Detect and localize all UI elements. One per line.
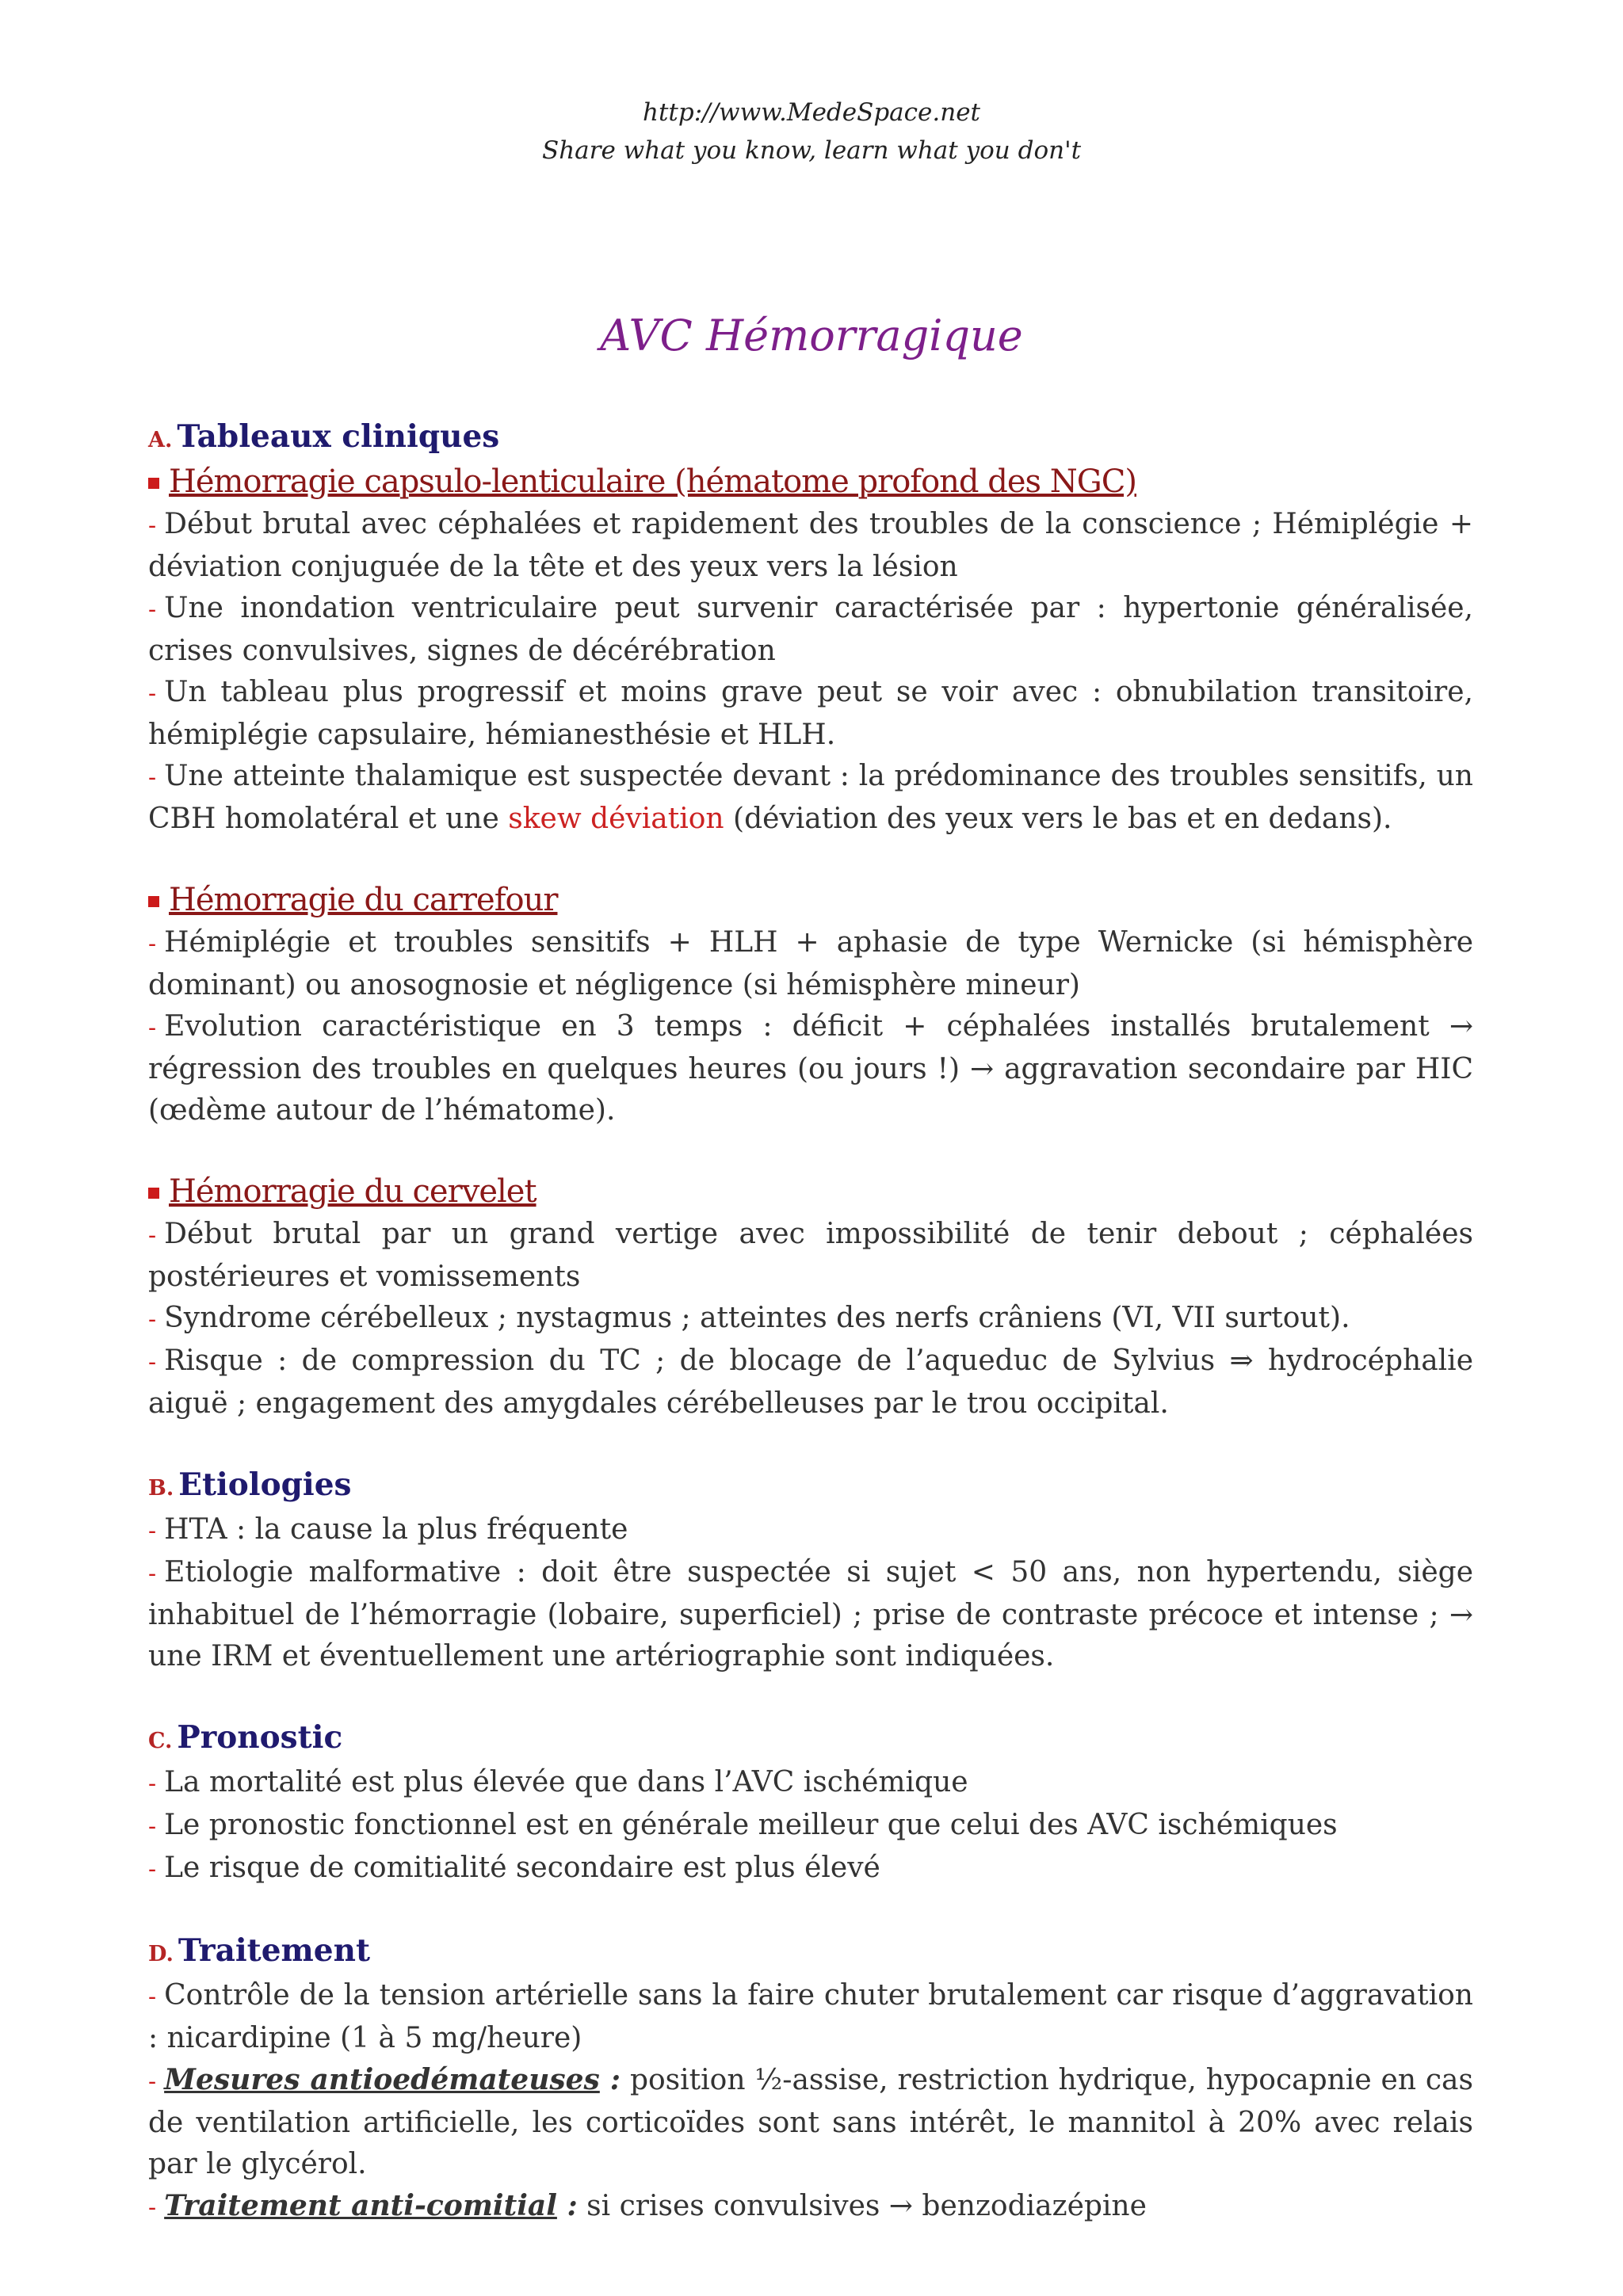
dash-bullet-icon: - [148, 512, 157, 540]
subsection-title: Hémorragie du cervelet [169, 1173, 537, 1210]
section-c-title: Pronostic [177, 1719, 343, 1756]
dash-bullet-icon: - [148, 764, 157, 791]
list-item: - Le risque de comitialité secondaire est plus élevé [148, 1852, 880, 1884]
list-item: - Début brutal avec céphalées et rapidement des troubles de la conscience ; Hémiplégie + déviation conjuguée de la tête et des yeux vers la lésion [148, 508, 1473, 583]
list-item: - Le pronostic fonctionnel est en générale meilleur que celui des AVC ischémiques [148, 1809, 1338, 1841]
subsection-capsulo-lenticulaire [148, 461, 1473, 840]
dash-bullet-icon: - [148, 2068, 157, 2096]
dash-bullet-icon: - [148, 596, 157, 624]
emphasis-label: Mesures antioedémateuses [164, 2063, 600, 2096]
square-bullet-icon [148, 478, 159, 489]
dash-bullet-icon: - [148, 1517, 157, 1545]
section-b-title: Etiologies [178, 1466, 352, 1503]
header-url: http://www.MedeSpace.net [642, 98, 980, 127]
dash-bullet-icon: - [148, 1222, 157, 1249]
dash-bullet-icon: - [148, 1348, 157, 1376]
dash-bullet-icon: - [148, 1560, 157, 1588]
section-d-heading [148, 1930, 1473, 1975]
dash-bullet-icon: - [148, 1014, 157, 1042]
list-item: - Une inondation ventriculaire peut survenir caractérisée par : hypertonie généralisée, crises convulsives, signes de décérébration [148, 592, 1473, 667]
section-b-letter: B. [148, 1476, 174, 1501]
dash-bullet-icon: - [148, 1855, 157, 1883]
list-item: - Syndrome cérébelleux ; nystagmus ; atteintes des nerfs crâniens (VI, VII surtout). [148, 1302, 1350, 1334]
list-item: - Risque : de compression du TC ; de blocage de l’aqueduc de Sylvius ⇒ hydrocéphalie aiguë ; engagement des amygdales cérébelleuses par le trou occipital. [148, 1344, 1473, 1420]
section-a-letter: A. [148, 428, 173, 452]
section-c-letter: C. [148, 1729, 173, 1753]
list-item: - Mesures antioedémateuses : position ½-assise, restriction hydrique, hypocapnie en cas de ventilation artificielle, les corticoïdes sont sans intérêt, le mannitol à 20% avec relais par le glycérol. [148, 2063, 1473, 2180]
page-header [0, 93, 1623, 170]
emphasis-label: Traitement anti-comitial [164, 2189, 557, 2222]
document-body [148, 416, 1473, 2229]
section-b-heading [148, 1464, 1473, 1509]
dash-bullet-icon: - [148, 1770, 157, 1798]
subsection-carrefour [148, 879, 1473, 1131]
dash-bullet-icon: - [148, 930, 157, 958]
list-item: - HTA : la cause la plus fréquente [148, 1513, 628, 1546]
list-item: - Contrôle de la tension artérielle sans la faire chuter brutalement car risque d’aggravation : nicardipine (1 à 5 mg/heure) [148, 1979, 1473, 2054]
square-bullet-icon [148, 1188, 159, 1199]
dash-bullet-icon: - [148, 1983, 157, 2011]
highlight-term: skew déviation [508, 803, 724, 835]
subsection-title: Hémorragie capsulo-lenticulaire (hématome profond des NGC) [169, 463, 1136, 500]
subsection-title: Hémorragie du carrefour [169, 882, 558, 918]
section-a-heading [148, 416, 1473, 461]
list-item: - Début brutal par un grand vertige avec impossibilité de tenir debout ; céphalées postérieures et vomissements [148, 1218, 1473, 1293]
subsection-cervelet [148, 1171, 1473, 1425]
section-a-title: Tableaux cliniques [177, 418, 500, 455]
list-item: - Etiologie malformative : doit être suspectée si sujet < 50 ans, non hypertendu, siège inhabituel de l’hémorragie (lobaire, superficiel) ; prise de contraste précoce et intense ; → une IRM et éventuellement une artériographie sont indiquées. [148, 1556, 1473, 1672]
dash-bullet-icon: - [148, 2194, 157, 2222]
dash-bullet-icon: - [148, 1306, 157, 1333]
square-bullet-icon [148, 896, 159, 907]
section-d-letter: D. [148, 1942, 174, 1966]
dash-bullet-icon: - [148, 680, 157, 707]
list-item: - Evolution caractéristique en 3 temps : déficit + céphalées installés brutalement → régression des troubles en quelques heures (ou jours !) → aggravation secondaire par HIC (œdème autour de l’hématome). [148, 1010, 1473, 1127]
list-item: - Traitement anti-comitial : si crises convulsives → benzodiazépine [148, 2189, 1147, 2222]
list-item: - La mortalité est plus élevée que dans l’AVC ischémique [148, 1766, 968, 1798]
list-item: - Une atteinte thalamique est suspectée devant : la prédominance des troubles sensitifs, un CBH homolatéral et une skew déviation (déviation des yeux vers le bas et en dedans). [148, 760, 1473, 835]
list-item: - Un tableau plus progressif et moins grave peut se voir avec : obnubilation transitoire, hémiplégie capsulaire, hémianesthésie et HLH. [148, 676, 1473, 751]
document-title: AVC Hémorragique [600, 311, 1023, 360]
section-d-title: Traitement [178, 1932, 370, 1969]
dash-bullet-icon: - [148, 1813, 157, 1840]
section-c-heading [148, 1717, 1473, 1762]
list-item: - Hémiplégie et troubles sensitifs + HLH + aphasie de type Wernicke (si hémisphère dominant) ou anosognosie et négligence (si hémisphère mineur) [148, 926, 1473, 1001]
header-tagline: Share what you know, learn what you don't [541, 136, 1082, 165]
